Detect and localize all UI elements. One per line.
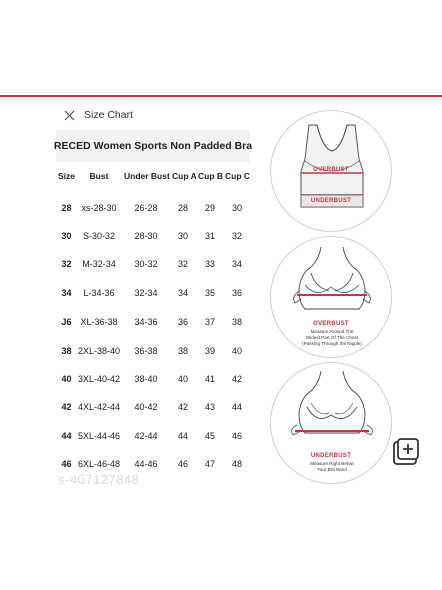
table-cell: 28 — [177, 203, 188, 213]
product-title: RECED Women Sports Non Padded Bra — [53, 140, 253, 152]
table-cell: 45 — [204, 431, 215, 441]
overbust-measure-label: OVERBUST — [313, 321, 349, 327]
table-cell: 38-40 — [134, 374, 158, 384]
table-cell: 2XL-38-40 — [78, 346, 121, 356]
table-cell: 32 — [231, 231, 242, 241]
close-icon[interactable] — [62, 108, 76, 122]
table-cell: 40 — [231, 346, 242, 356]
table-cell: 30-32 — [134, 259, 158, 269]
table-cell: 40-42 — [134, 402, 158, 412]
overbust-desc-3: (Passing Through the Nipple) — [302, 341, 362, 346]
product-title-box — [53, 130, 253, 162]
add-to-list-button[interactable] — [390, 436, 422, 468]
table-cell: M-32-34 — [82, 259, 116, 269]
table-cell: 38 — [177, 346, 188, 356]
table-cell: 29 — [204, 203, 215, 213]
table-cell: 38 — [61, 346, 72, 356]
table-cell: xs-28-30 — [81, 203, 117, 213]
column-header: Under Bust — [124, 171, 170, 181]
table-cell: L-34-36 — [83, 288, 115, 298]
table-cell: 40 — [177, 374, 188, 384]
table-cell: 30 — [61, 231, 72, 241]
size-chart-title: Size Chart — [84, 109, 134, 121]
table-cell: 44 — [177, 431, 188, 441]
table-cell: 32 — [177, 259, 188, 269]
table-cell: 46 — [177, 459, 188, 469]
table-cell: 36 — [231, 288, 242, 298]
table-cell: 41 — [204, 374, 215, 384]
table-cell: 36 — [177, 317, 188, 327]
table-cell: 34 — [231, 259, 242, 269]
table-cell: 46 — [231, 431, 242, 441]
table-cell: 37 — [204, 317, 215, 327]
table-cell: 6XL-46-48 — [78, 459, 121, 469]
table-row — [54, 456, 254, 472]
table-cell: 34 — [61, 288, 72, 298]
table-cell: 42 — [61, 402, 72, 412]
column-header: Cup C — [225, 171, 251, 181]
table-cell: 43 — [204, 402, 215, 412]
watermark: s-407127848 — [58, 472, 140, 487]
table-row — [54, 314, 254, 330]
overbust-label: OVERBUST — [313, 167, 349, 173]
overbust-illustration — [270, 236, 392, 358]
overbust-desc-1: Measure Around The — [310, 329, 354, 334]
table-cell: J6 — [61, 317, 72, 327]
underbust-desc-1: Measure Right Below — [310, 461, 354, 466]
table-cell: 28-30 — [134, 231, 158, 241]
table-cell: 44 — [231, 402, 242, 412]
column-header: Cup B — [198, 171, 224, 181]
table-row — [54, 228, 254, 244]
table-cell: 48 — [231, 459, 242, 469]
table-cell: 34 — [177, 288, 188, 298]
table-cell: 28 — [61, 203, 72, 213]
table-cell: 4XL-42-44 — [78, 402, 121, 412]
table-cell: 39 — [204, 346, 215, 356]
column-header: Bust — [89, 171, 109, 181]
column-header: Size — [57, 171, 75, 181]
table-cell: 44 — [61, 431, 72, 441]
table-cell: 33 — [204, 259, 215, 269]
table-cell: 34-36 — [134, 317, 158, 327]
table-cell: 32 — [61, 259, 72, 269]
table-cell: XL-36-38 — [80, 317, 118, 327]
table-cell: 46 — [61, 459, 72, 469]
bra-illustration — [270, 110, 392, 232]
table-cell: 42 — [177, 402, 188, 412]
table-cell: 42 — [231, 374, 242, 384]
table-row — [54, 200, 254, 216]
table-cell: 32-34 — [134, 288, 158, 298]
underbust-measure-label: UNDERBUST — [310, 453, 352, 459]
table-cell: 44-46 — [134, 459, 158, 469]
table-header-row — [54, 168, 254, 184]
table-cell: 5XL-44-46 — [78, 431, 121, 441]
table-cell: 35 — [204, 288, 215, 298]
table-cell: 36-38 — [134, 346, 158, 356]
table-cell: 38 — [231, 317, 242, 327]
overbust-desc-2: Widest Part Of The Chest — [305, 335, 359, 340]
underbust-illustration — [270, 362, 392, 484]
table-cell: 31 — [204, 231, 215, 241]
table-cell: 26-28 — [134, 203, 158, 213]
table-cell: S-30-32 — [82, 231, 116, 241]
underbust-desc-2: Your Bra Band — [317, 467, 347, 472]
underbust-label: UNDERBUST — [310, 198, 352, 204]
column-header: Cup A — [172, 171, 197, 181]
table-cell: 42-44 — [134, 431, 158, 441]
table-row — [54, 371, 254, 387]
table-row — [54, 428, 254, 444]
table-cell: 47 — [204, 459, 215, 469]
table-row — [54, 399, 254, 415]
table-row — [54, 343, 254, 359]
table-cell: 30 — [177, 231, 188, 241]
table-cell: 3XL-40-42 — [78, 374, 121, 384]
table-row — [54, 285, 254, 301]
top-accent-bar — [0, 95, 442, 97]
table-cell: 30 — [231, 203, 242, 213]
size-chart-header — [62, 106, 133, 124]
table-cell: 40 — [61, 374, 72, 384]
add-to-list-icon — [390, 436, 422, 468]
table-row — [54, 256, 254, 272]
